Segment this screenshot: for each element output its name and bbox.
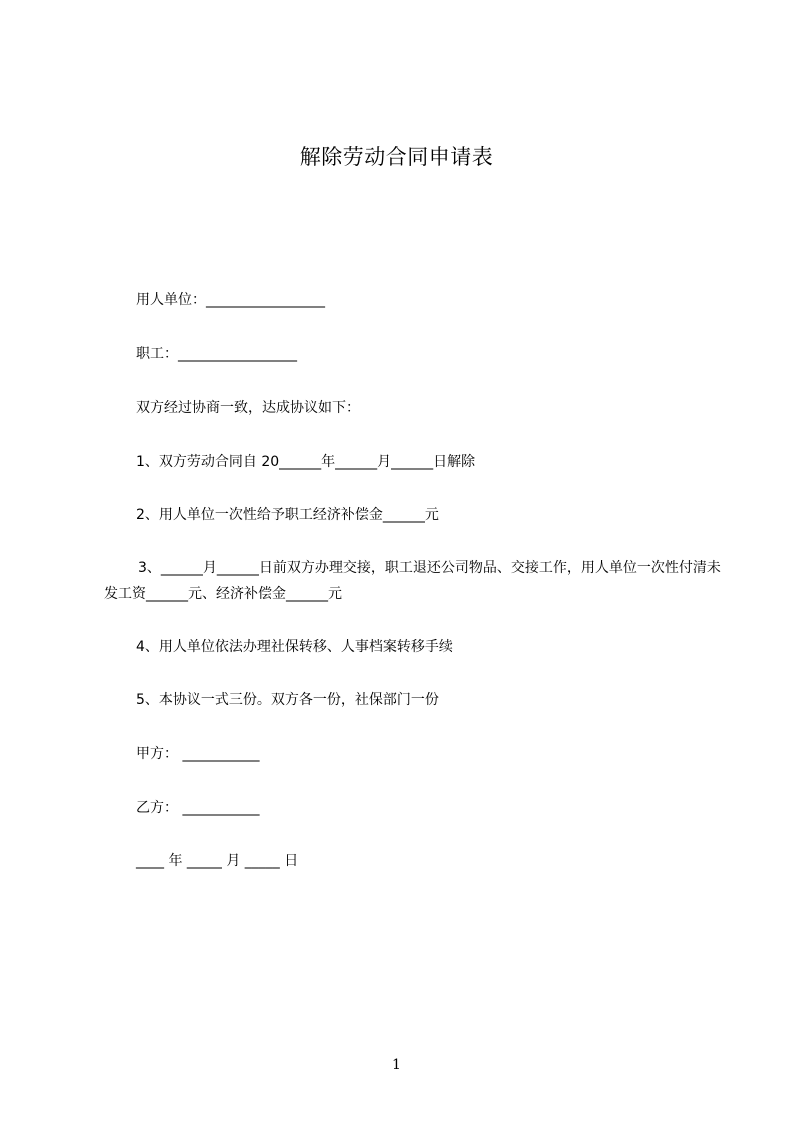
party-a-signature: 甲方： ___________ <box>136 746 260 762</box>
clause-4: 4、用人单位依法办理社保转移、人事档案转移手续 <box>136 639 453 655</box>
party-b-signature: 乙方： ___________ <box>136 800 260 816</box>
clause-1: 1、双方劳动合同自 20______年______月______日解除 <box>136 454 476 470</box>
document-title: 解除劳动合同申请表 <box>299 145 494 169</box>
clause-5: 5、本协议一式三份。双方各一份，社保部门一份 <box>136 692 439 708</box>
date-line: ____ 年 _____ 月 _____ 日 <box>136 853 299 869</box>
employee-field: 职工：_________________ <box>136 346 297 362</box>
page-number: 1 <box>392 1057 401 1073</box>
clause-3: 3、______月______日前双方办理交接，职工退还公司物品、交接工作，用人单位一次性付清未发工资______元、经济补偿金______元 <box>104 560 721 602</box>
agreement-intro: 双方经过协商一致，达成协议如下： <box>136 400 360 416</box>
employer-field: 用人单位：_________________ <box>136 292 325 308</box>
clause-2: 2、用人单位一次性给予职工经济补偿金______元 <box>136 507 439 523</box>
